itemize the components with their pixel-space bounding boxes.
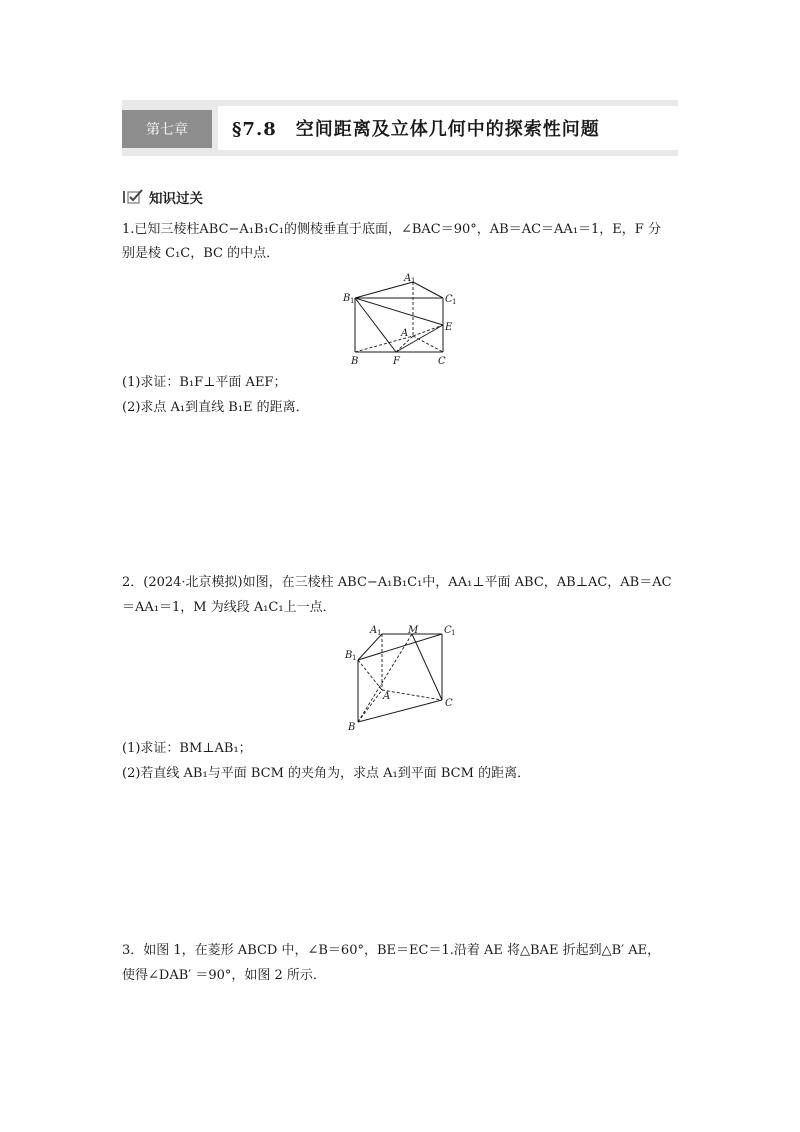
vertex-b: B: [348, 722, 356, 733]
page-title-text: §7.8 空间距离及立体几何中的探索性问题: [232, 119, 600, 140]
problem-2-part-1: (1)求证：BM⊥AB₁；: [122, 741, 252, 756]
problem-1-part-1: (1)求证：B₁F⊥平面 AEF；: [122, 375, 287, 390]
edge-b1-a1: [355, 282, 413, 298]
vertex-a1: A: [404, 273, 412, 284]
svg-text:1: 1: [411, 277, 416, 285]
edge-a-c: [413, 336, 443, 352]
vertex-f: F: [393, 356, 400, 367]
edge-a-c: [382, 690, 442, 700]
problem-1-part-2: (2)求点 A₁到直线 B₁E 的距离．: [122, 400, 309, 415]
section-label: 知识过关: [149, 191, 203, 207]
svg-text:1: 1: [377, 629, 382, 637]
problem-2-part-2: (2)若直线 AB₁与平面 BCM 的夹角为，求点 A₁到平面 BCM 的距离．: [122, 766, 531, 781]
segment-b-m: [358, 634, 412, 722]
vertex-e: E: [445, 322, 453, 333]
vertex-c1: C: [445, 294, 453, 305]
segment-b1-f: [355, 298, 396, 352]
vertex-m: M: [408, 625, 419, 636]
svg-text:1: 1: [452, 298, 457, 306]
vertex-a: A: [383, 691, 391, 702]
vertex-b1: B: [343, 293, 351, 304]
edge-b-c: [358, 700, 442, 722]
vertex-b: B: [351, 356, 359, 367]
vertex-c: C: [445, 698, 453, 709]
problem-2-line-2: ＝AA₁＝1，M 为线段 A₁C₁上一点．: [122, 600, 336, 615]
vertex-b1: B: [345, 650, 353, 661]
problem-3-line-1: 3．如图 1，在菱形 ABCD 中，∠B＝60°，BE＝EC＝1.沿着 AE 将△BAE 折起到△B′ AE，: [122, 943, 661, 958]
problem-1-figure: [330, 270, 470, 370]
svg-text:1: 1: [352, 654, 357, 662]
edge-a1-c1: [413, 282, 443, 298]
segment-a-e: [413, 325, 443, 336]
problem-3-line-2: 使得∠DAB′ ＝90°，如图 2 所示．: [122, 968, 326, 983]
problem-2-figure: [340, 622, 470, 734]
page-title: [218, 106, 678, 150]
vertex-a1: A: [370, 625, 378, 636]
vertex-c1: C: [444, 625, 452, 636]
svg-text:1: 1: [451, 629, 456, 637]
segment-b1-a: [358, 660, 382, 690]
svg-text:1: 1: [350, 297, 355, 305]
chapter-tab: 第七章: [122, 110, 212, 148]
vertex-c: C: [438, 356, 446, 367]
vertex-a: A: [401, 328, 409, 339]
edge-b-a: [358, 690, 382, 722]
checkbox-check-icon: [122, 189, 144, 205]
segment-m-c: [412, 634, 442, 700]
problem-1-line-2: 别是棱 C₁C，BC 的中点．: [122, 246, 280, 261]
section-heading: [122, 187, 203, 207]
segment-b1-e: [355, 298, 443, 325]
problem-2-line-1: 2．(2024·北京模拟)如图，在三棱柱 ABC−A₁B₁C₁中，AA₁⊥平面 ABC，AB⊥AC，AB＝AC: [122, 575, 672, 590]
problem-1-line-1: 1.已知三棱柱ABC−A₁B₁C₁的侧棱垂直于底面，∠BAC＝90°，AB＝AC＝AA₁＝1，E，F 分: [122, 222, 661, 237]
